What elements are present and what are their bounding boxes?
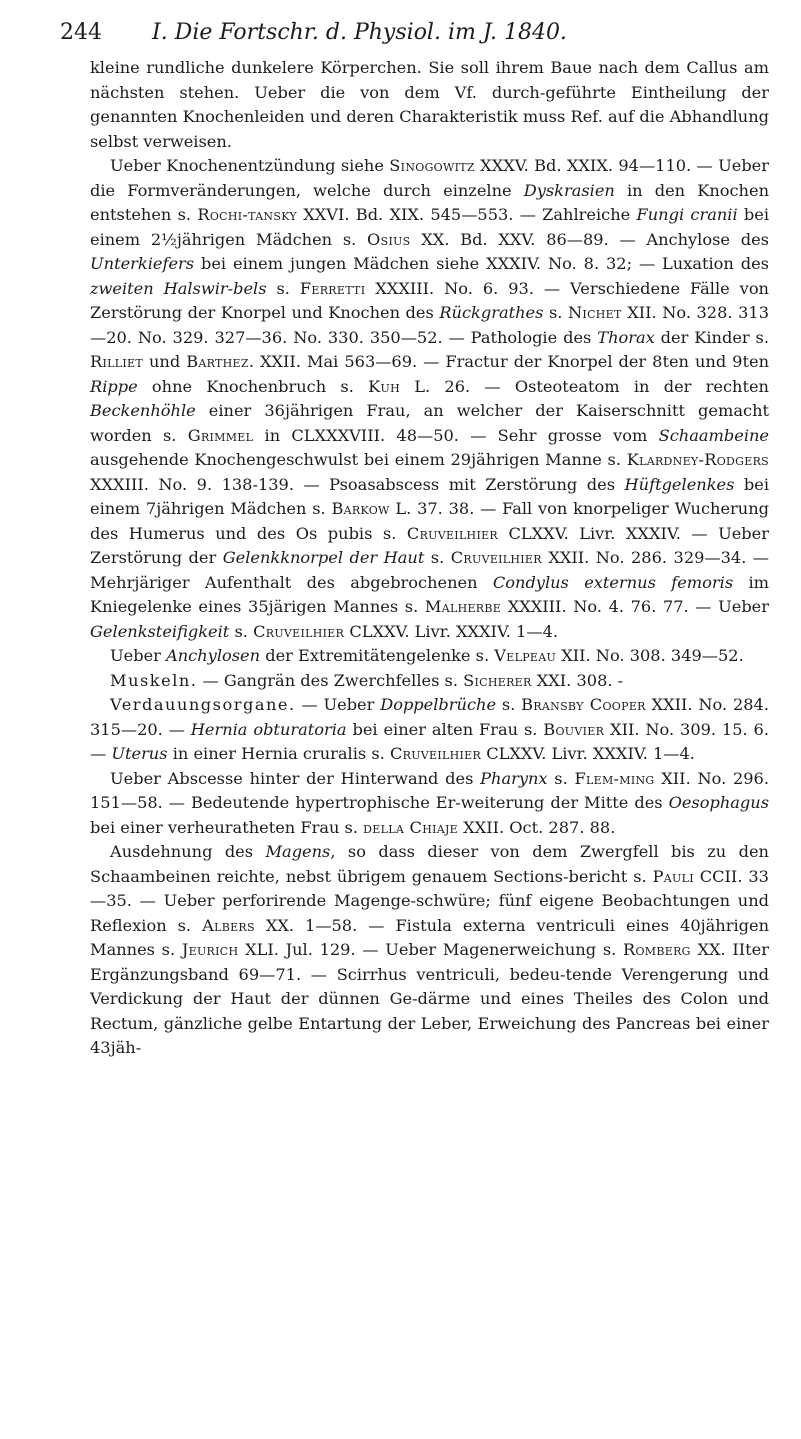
text-run: CLXXV. Livr. XXXIV. 1—4. bbox=[481, 744, 695, 763]
author-name: Nichet bbox=[567, 303, 622, 322]
text-run: CLXXV. Livr. XXXIV. — Ueber Zerstörung der bbox=[90, 523, 769, 567]
text-run: und bbox=[142, 352, 187, 371]
text-run: s. bbox=[229, 621, 254, 641]
author-name: Sicherer bbox=[463, 670, 532, 690]
author-name: Malherbe bbox=[424, 597, 502, 616]
emphasis-term: Unterkiefers bbox=[90, 254, 195, 273]
text-run: CLXXV. Livr. XXXIV. 1—4. bbox=[344, 621, 559, 641]
text-run: ausgehende Knochengeschwulst bei einem 29jährigen Manne s. bbox=[90, 450, 627, 469]
author-name: Klardney-Rodgers bbox=[626, 450, 769, 469]
text-run: s. bbox=[543, 303, 568, 322]
author-name: Bouvier bbox=[543, 719, 605, 739]
author-name: Cruveilhier bbox=[450, 548, 542, 567]
text-run: im Kniegelenke eines 35järigen Mannes s. bbox=[90, 572, 770, 616]
text-run: XX. IIter Ergänzungsband 69—71. — Scirrhus ventriculi, bedeu-tende Verengerung und Verdickung der Haut der dünnen Ge-därme und eines Theiles des Colon und Rectum, gänzliche gelbe Entartung der Leber, Erweichung des Pancreas bei einer 43jäh- bbox=[90, 940, 769, 1057]
text-run: in den Knochen entstehen s. bbox=[90, 180, 769, 224]
author-name: Ferretti bbox=[299, 278, 366, 298]
emphasis-term: Beckenhöhle bbox=[90, 401, 196, 420]
text-run: XLI. Jul. 129. — Ueber Magenerweichung s. bbox=[238, 940, 623, 959]
text-run: XXVI. Bd. XIX. 545—553. — Zahlreiche bbox=[296, 205, 637, 224]
text-run: s. bbox=[424, 548, 451, 567]
author-name: Rilliet bbox=[90, 352, 143, 371]
author-name: Rochi-tansky bbox=[197, 205, 297, 224]
emphasis-term: Magens bbox=[265, 842, 331, 861]
paragraph bbox=[90, 840, 769, 1061]
text-run: CCII. 33—35. — Ueber perforirende Magenge-schwüre; fünf eigene Beobachtungen und Reflexion s. bbox=[90, 866, 769, 935]
author-name: Kuh bbox=[368, 376, 400, 396]
emphasis-term: Rippe bbox=[90, 376, 138, 396]
text-run: der Extremitätengelenke s. bbox=[260, 646, 495, 665]
text-run: s. bbox=[266, 278, 300, 298]
text-run: bei einem jungen Mädchen siehe XXXIV. No. 8. 32; — Luxation des bbox=[194, 254, 769, 273]
text-run: L. 37. 38. — Fall von knorpeliger Wucherung des Humerus und des Os pubis s. bbox=[90, 499, 769, 543]
author-name: Sinogowitz bbox=[389, 156, 475, 175]
emphasis-term: Doppelbrüche bbox=[380, 695, 497, 714]
text-run: XXXIII. No. 9. 138-139. — Psoasabscess mit Zerstörung des bbox=[90, 474, 625, 494]
emphasis-term: Anchylosen bbox=[166, 646, 261, 665]
emphasis-term: Oesophagus bbox=[668, 793, 769, 812]
text-run: . XXII. Mai 563—69. — Fractur der Knorpel der 8ten und 9ten bbox=[248, 352, 769, 371]
paragraph bbox=[90, 56, 769, 154]
text-run: bei einer alten Frau s. bbox=[346, 719, 544, 739]
author-name: Albers bbox=[202, 915, 255, 935]
text-run: bei einem 7jährigen Mädchen s. bbox=[90, 474, 769, 518]
text-run: der Kinder s. bbox=[654, 327, 769, 347]
paragraph bbox=[90, 644, 769, 669]
text-run: XXII. No. 284. 315—20. — bbox=[90, 695, 770, 739]
author-name: Barkow bbox=[331, 499, 390, 518]
emphasis-term: Dyskrasien bbox=[523, 180, 615, 200]
paragraph bbox=[90, 693, 769, 767]
text-run: bei einem 2½jährigen Mädchen s. bbox=[90, 205, 770, 249]
author-name: Grimmel bbox=[187, 425, 254, 445]
emphasis-term: Hüftgelenkes bbox=[624, 474, 735, 494]
running-title: I. Die Fortschr. d. Physiol. im J. 1840. bbox=[152, 20, 567, 45]
text-run: ohne Knochenbruch s. bbox=[137, 376, 369, 396]
text-run: XX. 1—58. — Fistula externa ventriculi eines 40jährigen Mannes s. bbox=[90, 915, 769, 959]
text-run: XII. No. 309. 15. 6. — bbox=[90, 719, 769, 763]
text-run: Ueber Knochenentzündung siehe bbox=[110, 156, 390, 175]
section-heading: Muskeln. bbox=[110, 670, 198, 690]
author-name: Cruveilhier bbox=[406, 523, 499, 543]
emphasis-term: Fungi cranii bbox=[636, 205, 738, 224]
emphasis-term: Uterus bbox=[111, 744, 168, 763]
text-run: — Gangrän des Zwerchfelles s. bbox=[197, 670, 464, 690]
emphasis-term: Condylus externus femoris bbox=[492, 572, 734, 592]
text-run: XXII. No. 286. 329—34. — Mehrjäriger Aufenthalt des abgebrochenen bbox=[90, 548, 769, 592]
author-name: Jeurich bbox=[181, 940, 239, 959]
emphasis-term: Gelenkknorpel der Haut bbox=[222, 548, 425, 567]
text-run: s. bbox=[496, 695, 522, 714]
author-name: Velpeau bbox=[494, 646, 557, 665]
text-run: kleine rundliche dunkelere Körperchen. Sie soll ihrem Baue nach dem Callus am nächsten stehen. Ueber die von dem Vf. durch-geführte Eintheilung der genannten Knochenleiden und deren Charakteristik muss Ref. auf die Abhandlung selbst verweisen. bbox=[90, 58, 769, 151]
text-run: bei einer verheuratheten Frau s. bbox=[90, 817, 364, 837]
running-header bbox=[60, 16, 760, 50]
emphasis-term: Rückgrathes bbox=[439, 303, 544, 322]
text-run: — Ueber bbox=[295, 695, 381, 714]
text-run: XXXIII. No. 6. 93. — Verschiedene Fälle von Zerstörung der Knorpel und Knochen des bbox=[90, 278, 769, 322]
text-run: in einer Hernia cruralis s. bbox=[167, 744, 390, 763]
author-name: della Chiaje bbox=[363, 817, 459, 837]
text-run: XXI. 308. - bbox=[531, 670, 624, 690]
text-run: Ausdehnung des bbox=[110, 842, 266, 861]
paragraph bbox=[90, 669, 769, 694]
text-run: , so dass dieser von dem Zwergfell bis zu den Schaambeinen reichte, nebst übrigem genauem Sections-bericht s. bbox=[90, 842, 769, 886]
text-run: L. 26. — Osteoteatom in der rechten bbox=[399, 376, 769, 396]
text-run: XXXIII. No. 4. 76. 77. — Ueber bbox=[501, 597, 769, 616]
emphasis-term: Pharynx bbox=[480, 768, 548, 788]
emphasis-term: Thorax bbox=[597, 327, 655, 347]
body-text bbox=[90, 56, 769, 1061]
author-name: Pauli bbox=[652, 866, 694, 886]
paragraph bbox=[90, 767, 769, 841]
emphasis-term: Hernia obturatoria bbox=[190, 719, 347, 739]
author-name: Bransby Cooper bbox=[521, 695, 646, 714]
page-number: 244 bbox=[60, 20, 102, 45]
author-name: Romberg bbox=[622, 940, 691, 959]
text-run: XXXV. Bd. XXIX. 94—110. — Ueber die Formveränderungen, welche durch einzelne bbox=[90, 156, 769, 200]
emphasis-term: zweiten Halswir-bels bbox=[90, 278, 267, 298]
emphasis-term: Gelenksteifigkeit bbox=[90, 621, 230, 641]
text-run: Ueber bbox=[110, 646, 167, 665]
text-run: einer 36jährigen Frau, an welcher der Kaiserschnitt gemacht worden s. bbox=[90, 401, 769, 445]
author-name: Barthez bbox=[186, 352, 249, 371]
text-run: XX. Bd. XXV. 86—89. — Anchylose des bbox=[410, 229, 769, 249]
text-run: Ueber Abscesse hinter der Hinterwand des bbox=[110, 768, 481, 788]
section-heading: Verdauungsorgane. bbox=[110, 695, 296, 714]
paragraph bbox=[90, 154, 769, 644]
text-run: XII. No. 308. 349—52. bbox=[556, 646, 744, 665]
text-run: in CLXXXVIII. 48—50. — Sehr grosse vom bbox=[253, 425, 659, 445]
text-run: XII. No. 328. 313—20. No. 329. 327—36. No. 330. 350—52. — Pathologie des bbox=[90, 303, 769, 347]
author-name: Cruveilhier bbox=[253, 621, 345, 641]
text-run: XII. No. 296. 151—58. — Bedeutende hypertrophische Er-weiterung der Mitte des bbox=[90, 768, 769, 812]
text-run: XXII. Oct. 287. 88. bbox=[458, 817, 616, 837]
author-name: Osius bbox=[367, 229, 411, 249]
emphasis-term: Schaambeine bbox=[658, 425, 769, 445]
author-name: Cruveilhier bbox=[389, 744, 482, 763]
author-name: Flem-ming bbox=[574, 768, 655, 788]
text-run: s. bbox=[547, 768, 575, 788]
